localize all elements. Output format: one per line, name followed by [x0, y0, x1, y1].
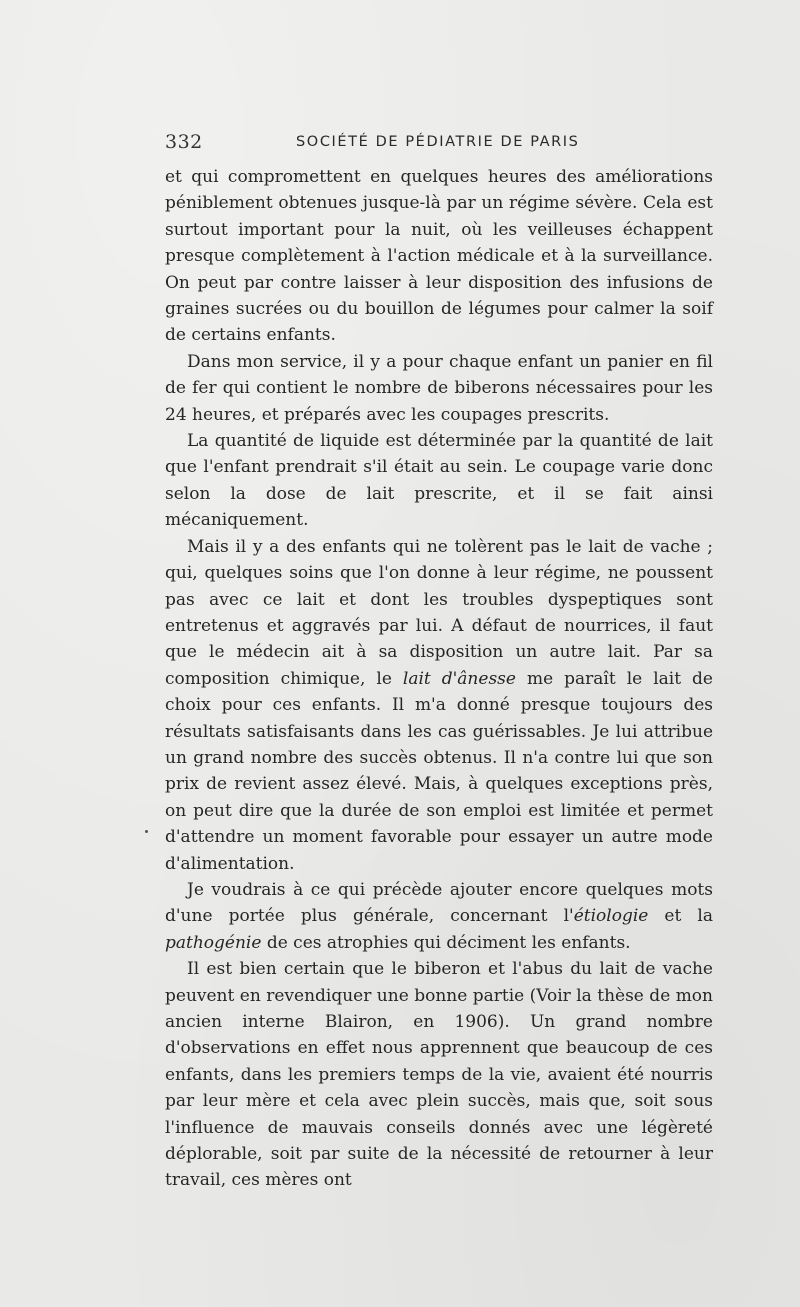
- paragraph-5-italic-term-1: étiologie: [573, 906, 649, 927]
- margin-mark: [145, 830, 148, 833]
- page-number: 332: [165, 131, 203, 153]
- paragraph-4: [165, 534, 713, 877]
- paragraph-5: [165, 877, 713, 956]
- running-title: SOCIÉTÉ DE PÉDIATRIE DE PARIS: [296, 134, 580, 150]
- paragraph-2: Dans mon service, il y a pour chaque enfant un panier en fil de fer qui contient le nombre de biberons nécessaires pour les 24 heures, et préparés avec les coupages prescrits.: [165, 351, 713, 425]
- paragraph-4-italic-term: lait d'ânesse: [402, 668, 516, 689]
- paragraph-4-text-b: me paraît le lait de choix pour ces enfants. Il m'a donné presque toujours des résultats satisfaisants dans les cas guérissables. Je lui attribue un grand nombre des succès obtenus. Il n'a contre lui que son prix de revient assez élevé. Mais, à quelques exceptions près, on peut dire que la durée de son emploi est limitée et permet d'attendre un moment favorable pour essayer un autre mode d'alimentation.: [165, 668, 713, 874]
- paragraph-6: Il est bien certain que le biberon et l'abus du lait de vache peuvent en revendiquer une bonne partie (Voir la thèse de mon ancien interne Blairon, en 1906). Un grand nombre d'observations en effet nous apprennent que beaucoup de ces enfants, dans les premiers temps de la vie, avaient été nourris par leur mère et cela avec plein succès, mais que, soit sous l'influence de mauvais conseils donnés avec une légèreté déplorable, soit par suite de la nécessité de retourner à leur travail, ces mères ont: [165, 959, 713, 1191]
- paragraph-1: et qui compromettent en quelques heures des améliorations péniblement obtenues jusque-là par un régime sévère. Cela est surtout important pour la nuit, où les veilleuses échappent presque complètement à l'action médicale et à la surveillance. On peut par contre laisser à leur disposition des infusions de graines sucrées ou du bouillon de légumes pour calmer la soif de certains enfants.: [165, 167, 713, 346]
- paragraph-5-italic-term-2: pathogénie: [165, 932, 262, 953]
- paragraph-4-text-a: Mais il y a des enfants qui ne tolèrent pas le lait de vache ; qui, quelques soins que l'on donne à leur régime, ne poussent pas avec ce lait et dont les troubles dyspeptiques sont entretenus et aggravés par lui. A défaut de nourrices, il faut que le médecin ait à sa disposition un autre lait. Par sa composition chimique, le: [165, 536, 713, 689]
- paragraph-5-text-b: et la: [648, 906, 713, 927]
- paragraph-5-text-c: de ces atrophies qui déciment les enfants.: [261, 932, 631, 953]
- body-text: [165, 164, 713, 1194]
- paragraph-3: La quantité de liquide est déterminée par la quantité de lait que l'enfant prendrait s'il était au sein. Le coupage varie donc selon la dose de lait prescrite, et il se fait ainsi mécaniquement.: [165, 431, 713, 531]
- paragraph-5-text-a: Je voudrais à ce qui précède ajouter encore quelques mots d'une portée plus générale, concernant l': [165, 879, 713, 927]
- page-header: [165, 131, 713, 155]
